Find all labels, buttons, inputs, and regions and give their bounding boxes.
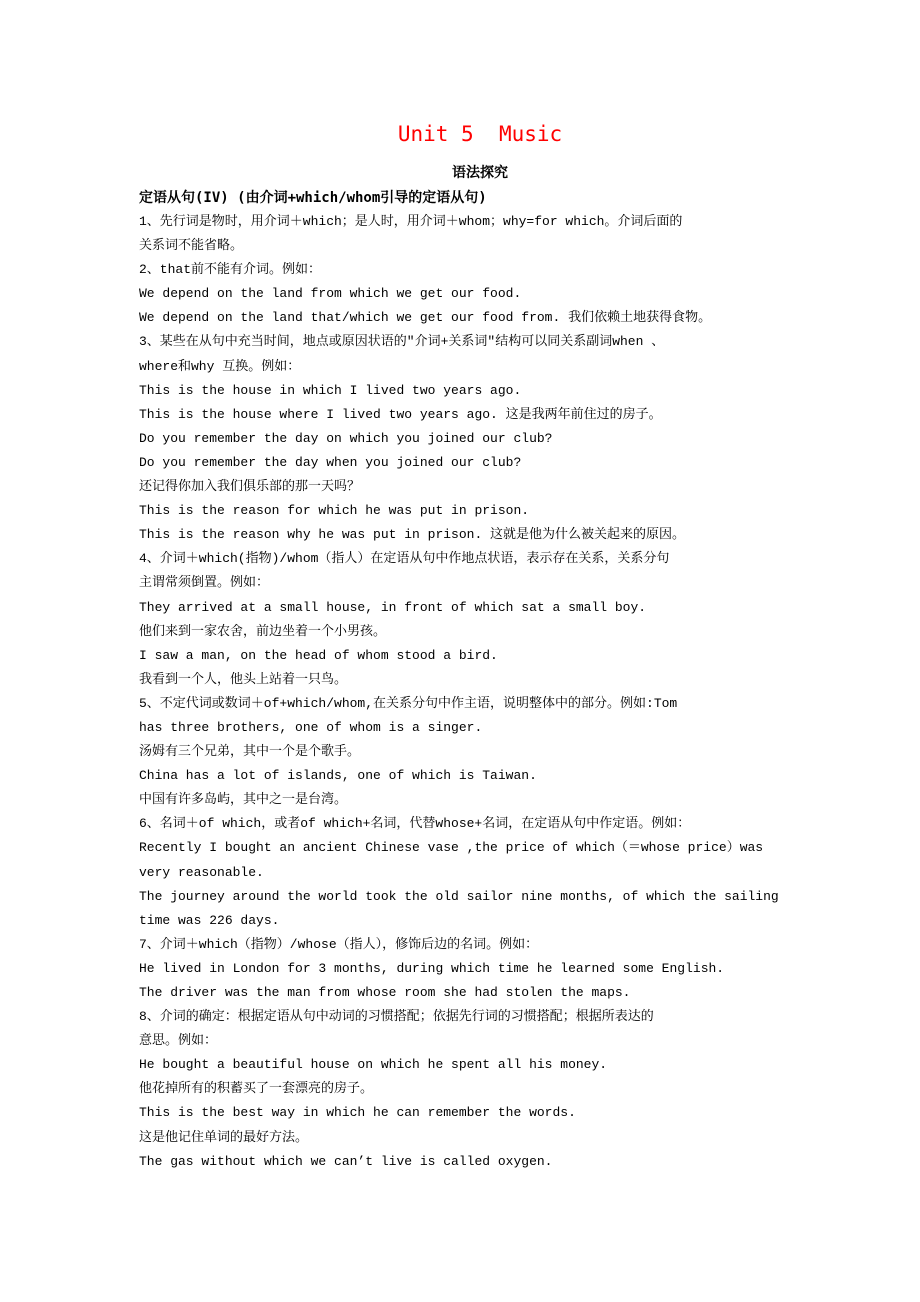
text-line: This is the reason why he was put in prison. 这就是他为什么被关起来的原因。 (139, 527, 686, 543)
text-line: This is the best way in which he can remember the words. (139, 1105, 576, 1121)
text-line: Do you remember the day when you joined our club? (139, 454, 522, 470)
text-line: time was 226 days. (139, 912, 280, 928)
text-line: 关系词不能省略。 (139, 238, 244, 254)
text-line: 5、不定代词或数词＋of+which/whom,在关系分句中作主语，说明整体中的部分。例如:Tom (139, 695, 678, 711)
text-line: 中国有许多岛屿，其中之一是台湾。 (139, 792, 348, 808)
text-line: 主谓常须倒置。例如： (139, 575, 270, 591)
text-line: He lived in London for 3 months, during which time he learned some English. (139, 960, 725, 976)
text-line: 汤姆有三个兄弟，其中一个是个歌手。 (139, 744, 361, 760)
text-line: The driver was the man from whose room she had stolen the maps. (139, 985, 631, 1000)
text-line: where和why 互换。例如： (139, 358, 301, 374)
text-line: Recently I bought an ancient Chinese vase ,the price of which（＝whose price）was (139, 840, 764, 856)
text-line: I saw a man, on the head of whom stood a bird. (139, 647, 498, 663)
text-line: This is the reason for which he was put in prison. (139, 503, 530, 519)
document-title: Unit 5 Music (397, 122, 563, 146)
text-line: 6、名词＋of which，或者of which+名词，代替whose+名词，在定语从句中作定语。例如： (139, 816, 691, 832)
text-line: 7、介词＋which（指物）/whose（指人），修饰后边的名词。例如： (139, 936, 539, 952)
text-line: 8、介词的确定：根据定语从句中动词的习惯搭配；依据先行词的习惯搭配；根据所表达的 (139, 1009, 654, 1025)
text-line: 2、that前不能有介词。例如： (139, 262, 322, 278)
text-line: 我看到一个人，他头上站着一只鸟。 (139, 671, 348, 687)
text-line: 这是他记住单词的最好方法。 (139, 1129, 309, 1145)
text-line: We depend on the land that/which we get our food from. 我们依赖土地获得食物。 (139, 310, 712, 326)
text-line: 他花掉所有的积蓄买了一套漂亮的房子。 (139, 1081, 374, 1097)
text-line: This is the house where I lived two years ago. 这是我两年前住过的房子。 (139, 406, 662, 422)
section-subtitle: 语法探究 (452, 165, 508, 181)
section-heading: 定语从句(IV) (由介词+which/whom引导的定语从句) (139, 190, 487, 206)
text-line: Do you remember the day on which you joined our club? (139, 430, 553, 446)
text-line: very reasonable. (139, 864, 264, 880)
text-line: This is the house in which I lived two years ago. (139, 382, 522, 398)
text-line: 4、介词＋which(指物)/whom（指人）在定语从句中作地点状语，表示存在关系，关系分句 (139, 551, 670, 567)
text-line: China has a lot of islands, one of which is Taiwan. (139, 768, 537, 784)
text-line: 3、某些在从句中充当时间，地点或原因状语的"介词+关系词"结构可以同关系副词when 、 (139, 334, 665, 350)
text-line: They arrived at a small house, in front of which sat a small boy. (139, 599, 647, 615)
text-line: 还记得你加入我们俱乐部的那一天吗？ (139, 479, 361, 495)
text-line: 意思。例如： (139, 1033, 218, 1049)
document-body (139, 210, 819, 1174)
text-line: He bought a beautiful house on which he spent all his money. (139, 1057, 608, 1073)
text-line: 他们来到一家农舍，前边坐着一个小男孩。 (139, 623, 387, 639)
text-line: has three brothers, one of whom is a singer. (139, 719, 483, 735)
text-line: 1、先行词是物时，用介词＋which；是人时，用介词＋whom；why=for which。介词后面的 (139, 214, 683, 229)
text-line: We depend on the land from which we get our food. (139, 286, 522, 302)
text-line: The journey around the world took the old sailor nine months, of which the sailing (139, 888, 779, 904)
text-line: The gas without which we can’t live is called oxygen. (139, 1153, 553, 1169)
